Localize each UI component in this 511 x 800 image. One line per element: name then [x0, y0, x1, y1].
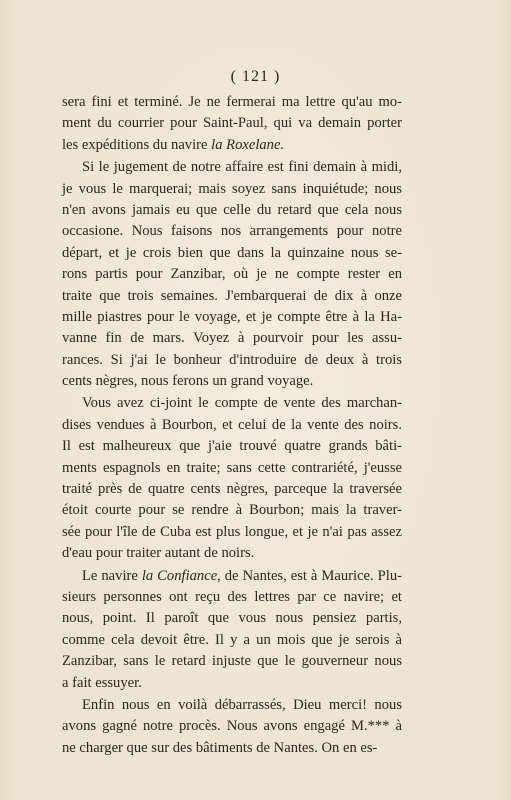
- text-line: sieurs personnes ont reçu des lettres par ce navire; et: [62, 588, 402, 605]
- text-line: n'en avons jamais eu que celle du retard que cela nous: [62, 201, 402, 218]
- text-line: d'eau pour traiter autant de noirs.: [62, 545, 255, 562]
- paragraph: [62, 566, 402, 694]
- text-line: comme cela devoit être. Il y a un mois que je serois à: [62, 631, 402, 648]
- paragraph: [62, 393, 402, 564]
- text-line: Vous avez ci-joint le compte de vente des marchan-: [82, 395, 402, 412]
- text-line: ments espagnols en traite; sans cette contrariété, j'eusse: [62, 459, 402, 476]
- text-line: Il est malheureux que j'aie trouvé quatre grands bâti-: [62, 438, 402, 455]
- text-line: ne charger que sur des bâtiments de Nantes. On en es-: [62, 739, 378, 756]
- text-line: départ, et je crois bien que dans la quinzaine nous se-: [62, 244, 402, 261]
- text-line: traite que trois semaines. J'embarquerai de dix à onze: [62, 287, 402, 304]
- text-line: dises vendues à Bourbon, et celui de la vente des noirs.: [62, 416, 402, 433]
- text-line: rances. Si j'ai le bonheur d'introduire de deux à trois: [62, 351, 402, 368]
- text-line: sera fini et terminé. Je ne fermerai ma lettre qu'au mo-: [62, 94, 402, 110]
- ship-name: la Roxelane.: [211, 136, 285, 153]
- paragraph: [62, 695, 402, 759]
- text-line: les expéditions du navire la Roxelane.: [62, 136, 285, 153]
- page-number: ( 121 ): [230, 68, 281, 85]
- paragraph: [62, 157, 402, 392]
- text-line: Le navire la Confiance, de Nantes, est à Maurice. Plu-: [82, 567, 402, 584]
- text-line: occasione. Nous faisons nos arrangements pour notre: [62, 223, 402, 240]
- text-line: vanne fin de mars. Voyez à pourvoir pour les assu-: [62, 330, 402, 347]
- text-line: traité près de quatre cents nègres, parceque la traversée: [62, 481, 402, 498]
- text-line: je vous le marquerai; mais soyez sans inquiétude; nous: [62, 180, 402, 197]
- text-line: nous, point. Il paroît que vous nous pensiez partis,: [62, 610, 402, 627]
- text-line: Zanzibar, sans le retard injuste que le gouverneur nous: [62, 653, 402, 670]
- text-line: a fait essuyer.: [62, 674, 142, 691]
- paragraph: [62, 92, 402, 156]
- text-line: Si le jugement de notre affaire est fini demain à midi,: [82, 159, 402, 176]
- text-line: sée pour l'île de Cuba est plus longue, et je n'ai pas assez: [62, 523, 402, 540]
- text-line: rons partis pour Zanzibar, où je ne compte rester en: [62, 266, 402, 283]
- text-line: Enfin nous en voilà débarrassés, Dieu merci! nous: [82, 696, 402, 713]
- ship-name: la Confiance: [141, 567, 218, 584]
- text-line: avons gagné notre procès. Nous avons engagé M.*** à: [62, 718, 402, 735]
- text-line: étoit courte pour se rendre à Bourbon; mais la traver-: [62, 502, 402, 519]
- text-line: ment du courrier pour Saint-Paul, qui va demain porter: [62, 115, 402, 132]
- text-line: mille piastres pour le voyage, et je compte être à la Ha-: [62, 308, 402, 325]
- body-text: [62, 92, 402, 759]
- text-line: cents nègres, nous ferons un grand voyage.: [62, 373, 314, 390]
